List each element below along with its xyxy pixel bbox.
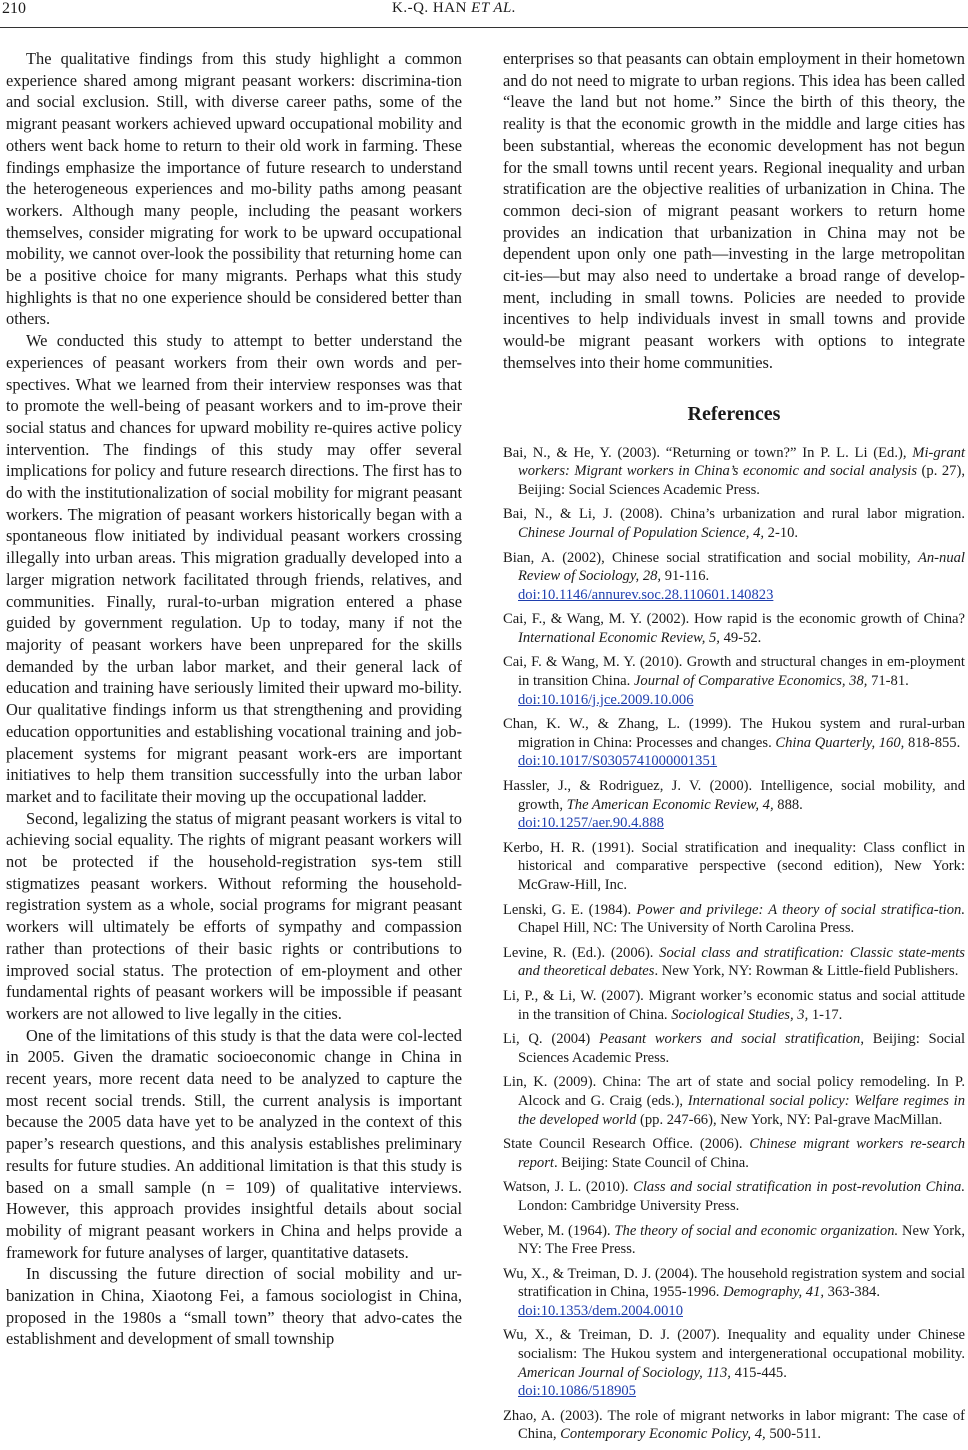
reference-text: Chan, K. W., & Zhang, L. (1999). The Hukou system and rural-urban migration in China: Processes and changes.: [503, 716, 965, 751]
reference-text-tail: (pp. 247-66), New York, NY: Pal-grave MacMillan.: [636, 1111, 943, 1128]
reference-entry: [503, 1030, 965, 1067]
reference-source-title: Class and social stratification in post-revolution China.: [633, 1179, 965, 1196]
reference-text: Wu, X., & Treiman, D. J. (2004). The household registration system and social stratification in China, 1955-1996.: [503, 1265, 965, 1301]
reference-text-tail: 363-384.: [824, 1284, 880, 1301]
author-name: K.-Q. HAN: [392, 0, 467, 16]
reference-text: State Council Research Office. (2006).: [503, 1136, 750, 1153]
reference-text: Li, P., & Li, W. (2007). Migrant worker’s economic status and social attitude in the transition of China.: [503, 987, 965, 1023]
paragraph: In discussing the future direction of social mobility and ur-banization in China, Xiaotong Fei, a famous sociologist in China, proposed in the 1980s a “small town” theory that advo-cates the establishment and development of small township: [6, 1264, 462, 1349]
reference-entry: [503, 1073, 965, 1129]
reference-source-title: International social policy: Welfare regimes in the developed world: [518, 1092, 965, 1128]
reference-entry: [503, 549, 965, 605]
header-rule: [0, 27, 968, 28]
reference-text: Kerbo, H. R. (1991). Social stratification and inequality: Class conflict in historical and comparative perspective (second edition), New York: McGraw-Hill, Inc.: [503, 839, 965, 894]
paragraph: We conducted this study to attempt to better understand the experiences of peasant workers from their own words and per-spectives. What we learned from their interview responses was that to promote the well-being of peasant workers and to im-prove their social status and chances for upward mobility re-quires active policy intervention. The findings of this study may offer several implications for policy and future research directions. The first has to do with the institutionalization of social mobility for migrant peasant workers. The migration of peasant workers historically began with a spontaneous flow initiated by individual peasant workers crossing illegally into urban areas. This migration gradually developed into a larger migration network facilitated through friends, relatives, and communities. Finally, rural-to-urban migration entered a phase guided by government regulation. Up to today, many if not the majority of peasant workers have been unprepared for the skills demanded by the urban labor market, and their general lack of education and training have seriously limited their upward mo-bility. Our qualitative findings inform us that strengthening and providing education opportunities and establishing vocational training and job-placement systems for migrant peasant work-ers are important initiatives to help them transition successfully into the urban labor market and to facilitate their moving up the occupational ladder.: [6, 331, 462, 806]
running-header: [0, 0, 968, 26]
reference-text: Cai, F., & Wang, M. Y. (2002). How rapid is the economic growth of China?: [503, 611, 965, 628]
reference-text-tail: 1-17.: [808, 1006, 843, 1023]
reference-text-tail: 91-116.: [661, 568, 710, 585]
reference-text-tail: 71-81.: [867, 673, 909, 690]
reference-text: Li, Q. (2004): [503, 1031, 600, 1048]
reference-source-title: Demography, 41,: [723, 1284, 825, 1301]
reference-text: Watson, J. L. (2010).: [503, 1179, 634, 1196]
reference-source-title: The theory of social and economic organization.: [614, 1222, 899, 1239]
reference-source-title: Chinese migrant workers re-search report: [518, 1136, 965, 1171]
reference-source-title: Mi-grant workers: Migrant workers in China’s economic and social analysis: [518, 444, 965, 480]
reference-text: Lin, K. (2009). China: The art of state and social policy remodeling. In P. Alcock and G. Craig (eds.),: [503, 1074, 965, 1109]
reference-source-title: The American Economic Review, 4,: [566, 796, 774, 813]
reference-text: Zhao, A. (2003). The role of migrant networks in labor migrant: The case of China,: [503, 1407, 965, 1443]
reference-source-title: Chinese Journal of Population Science, 4,: [518, 524, 765, 541]
reference-text-tail: 888.: [773, 796, 803, 813]
reference-entry: [503, 1265, 965, 1321]
reference-entry: [503, 653, 965, 709]
reference-text-tail: 49-52.: [719, 629, 762, 646]
reference-source-title: Power and privilege: A theory of social stratifica-tion.: [636, 901, 965, 918]
reference-entry: [503, 901, 965, 938]
reference-entry: [503, 777, 965, 833]
reference-text-tail: . Beijing: State Council of China.: [553, 1154, 749, 1171]
references-heading: References: [687, 402, 781, 425]
reference-source-title: China Quarterly, 160,: [775, 734, 905, 751]
reference-entry: [503, 839, 965, 895]
doi-link[interactable]: doi:10.1146/annurev.soc.28.110601.140823: [518, 586, 774, 603]
reference-entry: [503, 1407, 965, 1444]
reference-entry: [503, 1178, 965, 1215]
reference-text-tail: 2-10.: [764, 524, 799, 541]
reference-text: Levine, R. (Ed.). (2006).: [503, 944, 660, 961]
reference-source-title: Peasant workers and social stratification: [599, 1031, 861, 1048]
reference-entry: [503, 505, 965, 542]
reference-text-tail: Chapel Hill, NC: The University of North Carolina Press.: [518, 920, 855, 937]
paragraph: One of the limitations of this study is that the data were col-lected in 2005. Given the dramatic socioeconomic change in China in recent years, more recent data need to be analyzed to capture the most recent social trends. Still, the current analysis is important because the 2005 data have yet to be analyzed in the context of this paper’s research questions, and this analysis establishes preliminary results for future studies. An additional limitation is that this study is based on a small sample (n = 109) of qualitative interviews. However, this approach provides insightful details about social mobility of migrant peasant workers in China and helps provide a framework for future analyses of larger, quantitative datasets.: [6, 1025, 462, 1262]
page-number: 210: [2, 0, 26, 17]
reference-text-tail: , Beijing: Social Sciences Academic Press.: [518, 1031, 965, 1066]
doi-link[interactable]: doi:10.1086/518905: [518, 1383, 636, 1400]
running-head-authors: [392, 0, 516, 17]
reference-text: Hassler, J., & Rodriguez, J. V. (2000). Intelligence, social mobility, and growth,: [503, 778, 965, 813]
reference-entry: [503, 1222, 965, 1259]
reference-text-tail: . New York, NY: Rowman & Little-field Publishers.: [654, 963, 959, 980]
reference-entry: [503, 715, 965, 771]
reference-text-tail: (p. 27), Beijing: Social Sciences Academic Press.: [518, 463, 965, 498]
reference-text: Bai, N., & Li, J. (2008). China’s urbanization and rural labor migration.: [503, 506, 965, 523]
reference-text-tail: 415-445.: [730, 1364, 787, 1381]
reference-entry: [503, 1135, 965, 1172]
reference-text: Bai, N., & He, Y. (2003). “Returning or town?” In P. L. Li (Ed.),: [503, 444, 913, 461]
reference-text-tail: 500-511.: [765, 1426, 822, 1443]
reference-text-tail: 818-855.: [904, 734, 961, 751]
doi-link[interactable]: doi:10.1257/aer.90.4.888: [518, 815, 664, 832]
reference-source-title: An-nual Review of Sociology, 28,: [518, 549, 965, 585]
reference-text-tail: London: Cambridge University Press.: [518, 1197, 740, 1214]
reference-entry: [503, 944, 965, 981]
reference-source-title: Sociological Studies, 3,: [671, 1006, 809, 1023]
reference-source-title: American Journal of Sociology, 113,: [518, 1364, 731, 1381]
doi-link[interactable]: doi:10.1353/dem.2004.0010: [518, 1302, 683, 1319]
paragraph: The qualitative findings from this study highlight a common experience shared among migrant peasant workers: discrimina-tion and social exclusion. Still, with diverse career paths, some of the migrant peasant workers achieved upward occupational mobility and others went back home to return to their old work in farming. These findings emphasize the importance of future research to understand the heterogeneous experiences and mo-bility paths among peasant workers. Although many people, including the peasant workers themselves, consider migrating for work to be upward occupational mobility, we cannot over-look the possibility that returning home can be a positive choice for many migrants. Perhaps what this study highlights is that no one experience should be considered better than others.: [6, 49, 462, 329]
reference-text: Wu, X., & Treiman, D. J. (2007). Inequality and equality under Chinese socialism: The Hukou system and intergenerational occupational mobility.: [503, 1327, 965, 1363]
reference-source-title: Journal of Comparative Economics, 38,: [633, 673, 868, 690]
reference-source-title: Social class and stratification: Classic state-ments and theoretical debates: [518, 944, 965, 980]
et-al: ET AL.: [471, 0, 517, 16]
reference-entry: [503, 610, 965, 647]
right-column: [503, 48, 965, 1450]
paragraph-continuation: enterprises so that peasants can obtain employment in their hometown and do not need to migrate to urban regions. This idea has been called “leave the land but not home.” Since the birth of this theory, the reality is that the economic growth in the middle and large cities has been substantial, whereas the economic development has not begun for the small towns until recent years. Regional inequality and urban stratification are the objective realities of urbanization in China. The common deci-sion of migrant peasant workers to return home provides an indication that urbanization in China may not be dependent upon only one path—investing in the large metropolitan cit-ies—but may also need to undertake a broad range of develop-ment, including in small towns. Policies are needed to provide incentives to help individuals invest in small towns and provide would-be migrant peasant workers with options to integrate themselves into their home communities.: [503, 49, 965, 372]
reference-text: Cai, F. & Wang, M. Y. (2010). Growth and structural changes in em-ployment in transition China.: [503, 654, 965, 690]
doi-link[interactable]: doi:10.1017/S0305741000001351: [518, 753, 718, 770]
reference-entry: [503, 987, 965, 1024]
reference-text: Bian, A. (2002), Chinese social stratification and social mobility,: [503, 549, 918, 566]
reference-entry: [503, 1326, 965, 1400]
left-column: [6, 48, 462, 1350]
reference-entry: [503, 444, 965, 500]
reference-text: Weber, M. (1964).: [503, 1222, 615, 1239]
reference-text-tail: New York, NY: The Free Press.: [518, 1222, 966, 1258]
reference-source-title: Contemporary Economic Policy, 4,: [560, 1426, 766, 1443]
reference-text: Lenski, G. E. (1984).: [503, 901, 637, 918]
doi-link[interactable]: doi:10.1016/j.jce.2009.10.006: [518, 691, 694, 708]
paragraph: Second, legalizing the status of migrant peasant workers is vital to achieving social equality. The rights of migrant peasant workers will not be protected if the household-registration sys-tem still stigmatizes peasant workers. Without reforming the household-registration system as a whole, social programs for migrant peasant workers will ultimately be efforts of sympathy and compassion rather than protections of their basic rights or contributions to improved social status. The protection of em-ployment and other fundamental rights of peasant workers will be impossible if peasant workers are not allowed to live legally in the cities.: [6, 808, 462, 1023]
reference-source-title: International Economic Review, 5,: [518, 629, 720, 646]
references-list: [503, 444, 965, 1445]
